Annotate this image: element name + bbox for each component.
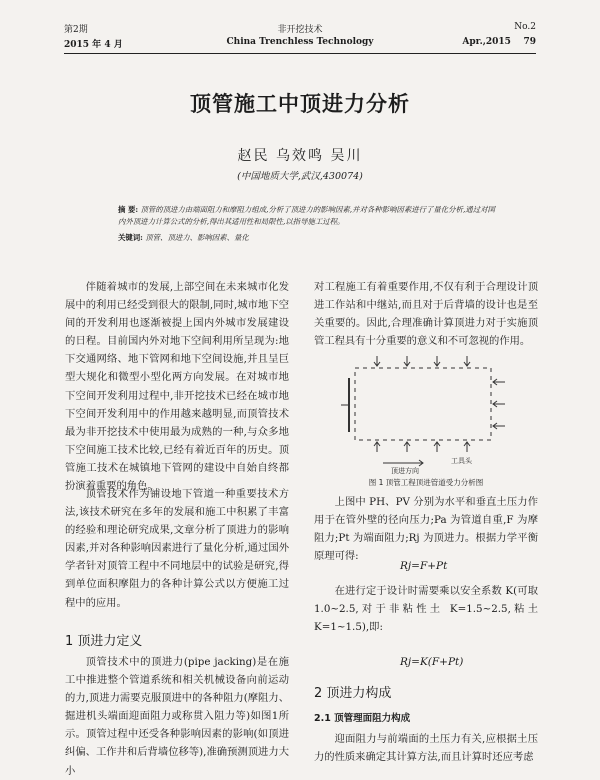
date-cn: 2015 年 4 月	[64, 40, 123, 50]
affiliation: (中国地质大学,武汉,430074)	[237, 171, 363, 182]
header-rule	[64, 53, 536, 54]
top-pressure-arrows	[374, 356, 470, 366]
figure-caption: 图 1 顶管工程顶进管道受力分析图	[368, 478, 484, 487]
intro-paragraph-2-text: 顶管技术作为铺设地下管道一种重要技术方法,该技术研究在多年的发展和施工中积累了丰富的经验和理论研究成果,文章分析了顶进力的影响因素,并对各种影响因素进行了量化分析,通过国外学者针对顶管工程中不同地层中的试验是研究,得到单位面积摩阻力的各种计算公式以方便施工过程中的应用。	[65, 488, 289, 609]
keywords	[118, 232, 495, 244]
section1-paragraph	[65, 653, 289, 780]
subsection-heading-2-1: 2.1 顶管理面阻力构成	[314, 713, 411, 724]
journal-name-cn: 非开挖技术	[277, 25, 323, 35]
date-en: Apr.,2015	[462, 37, 511, 47]
page-number: 79	[523, 37, 536, 47]
authors: 赵民 乌效鸣 吴川	[237, 148, 363, 164]
tool-head-label: 工具头	[451, 457, 472, 465]
abstract-text: 顶管的顶进力由端面阻力和摩阻力组成,分析了顶进力的影响因素,并对各种影响因素进行了量化分析,通过对国内外顶进力计算公式的分析,得出其适用性和局限性,以指导施工过程。	[118, 205, 495, 226]
side-pressure-arrows	[493, 379, 505, 429]
section-heading-2: 2 顶进力构成	[314, 686, 392, 701]
force-diagram	[333, 348, 513, 473]
issue-number-en: No.2	[514, 22, 536, 32]
direction-label: 顶进方向	[391, 467, 419, 475]
force-diagram-figure	[333, 348, 513, 477]
journal-name-en: China Trenchless Technology	[226, 37, 374, 47]
abstract-label: 摘 要:	[118, 205, 139, 214]
intro-paragraph-2	[65, 485, 289, 612]
formula-1: Rj=F+Pt	[400, 560, 448, 572]
right-paragraph-1-text: 对工程施工有着重要作用,不仅有利于合理设计顶进工作站和中继站,而且对于后背墙的设计也是至关重要的。因此,合理准确计算顶进力对于实施顶管工程具有十分重要的意义和不可忽视的作用。	[314, 281, 538, 348]
paper-title: 顶管施工中顶进力分析	[190, 92, 410, 116]
right-paragraph-2	[314, 493, 538, 565]
right-paragraph-4	[314, 730, 538, 766]
keywords-text: 顶管、顶进力、影响因素、量化	[145, 233, 249, 242]
right-paragraph-4-text: 迎面阻力与前端面的土压力有关,应根据土压力的性质来确定其计算方法,而且计算时还应考虑	[314, 733, 538, 764]
date-en-page	[462, 37, 536, 47]
intro-paragraph-1	[65, 278, 289, 495]
section-heading-1: 1 顶进力定义	[65, 634, 143, 649]
right-paragraph-2-text: 上图中 PH、PV 分别为水平和垂直土压力作用于在管外壁的径向压力;Pa 为管道自重,F 为摩阻力;Pt 为端面阻力;Rj 为顶进力。根据力学平衡原理可得:	[314, 496, 538, 563]
abstract	[118, 204, 495, 228]
issue-number: 第2期	[64, 25, 88, 35]
right-paragraph-1	[314, 278, 538, 350]
right-paragraph-3	[314, 582, 538, 636]
intro-paragraph-1-text: 伴随着城市的发展,上部空间在未来城市化发展中的利用已经受到很大的限制,同时,城市地下空间的开发利用也逐渐被提上国内外城市发展建设的日程。目前国内外对地下空间利用所呈现为:地下交通网络、地下管网和地下空间设施,并且呈巨型大规化和微型小型化两方向发展。在对城市地下空间开发利用过程中,非开挖技术已经在城市地下空间开发利用中的作用越来越明显,而顶管技术最为非开挖技术中使用最为成熟的一种,与众多地下空间施工技术比较,已经有着近百年的历史。顶管施工技术在城镇地下管网的建设中自始自终都扮演着重要的角色。	[65, 281, 289, 493]
bottom-pressure-arrows	[374, 442, 470, 452]
pipe-outline	[355, 368, 491, 440]
section1-paragraph-text: 顶管技术中的顶进力(pipe jacking)是在施工中推进整个管道系统和相关机械设备向前运动的力,顶进力需要克服顶进中的各种阻力(摩阻力、掘进机头端面迎面阻力或称贯入阻力等)如图1所示。顶管过程中还受各种影响因素的影响(如顶进纠偏、工作井和后背墙位移等),准确预测顶进力大小	[65, 656, 289, 777]
keywords-label: 关键词:	[118, 233, 143, 242]
right-paragraph-3-text: 在进行定于设计时需要乘以安全系数 K(可取 1.0~2.5,对于非粘性土 K=1.5~2.5,粘土K=1~1.5),即:	[314, 585, 538, 634]
formula-2: Rj=K(F+Pt)	[400, 656, 464, 668]
